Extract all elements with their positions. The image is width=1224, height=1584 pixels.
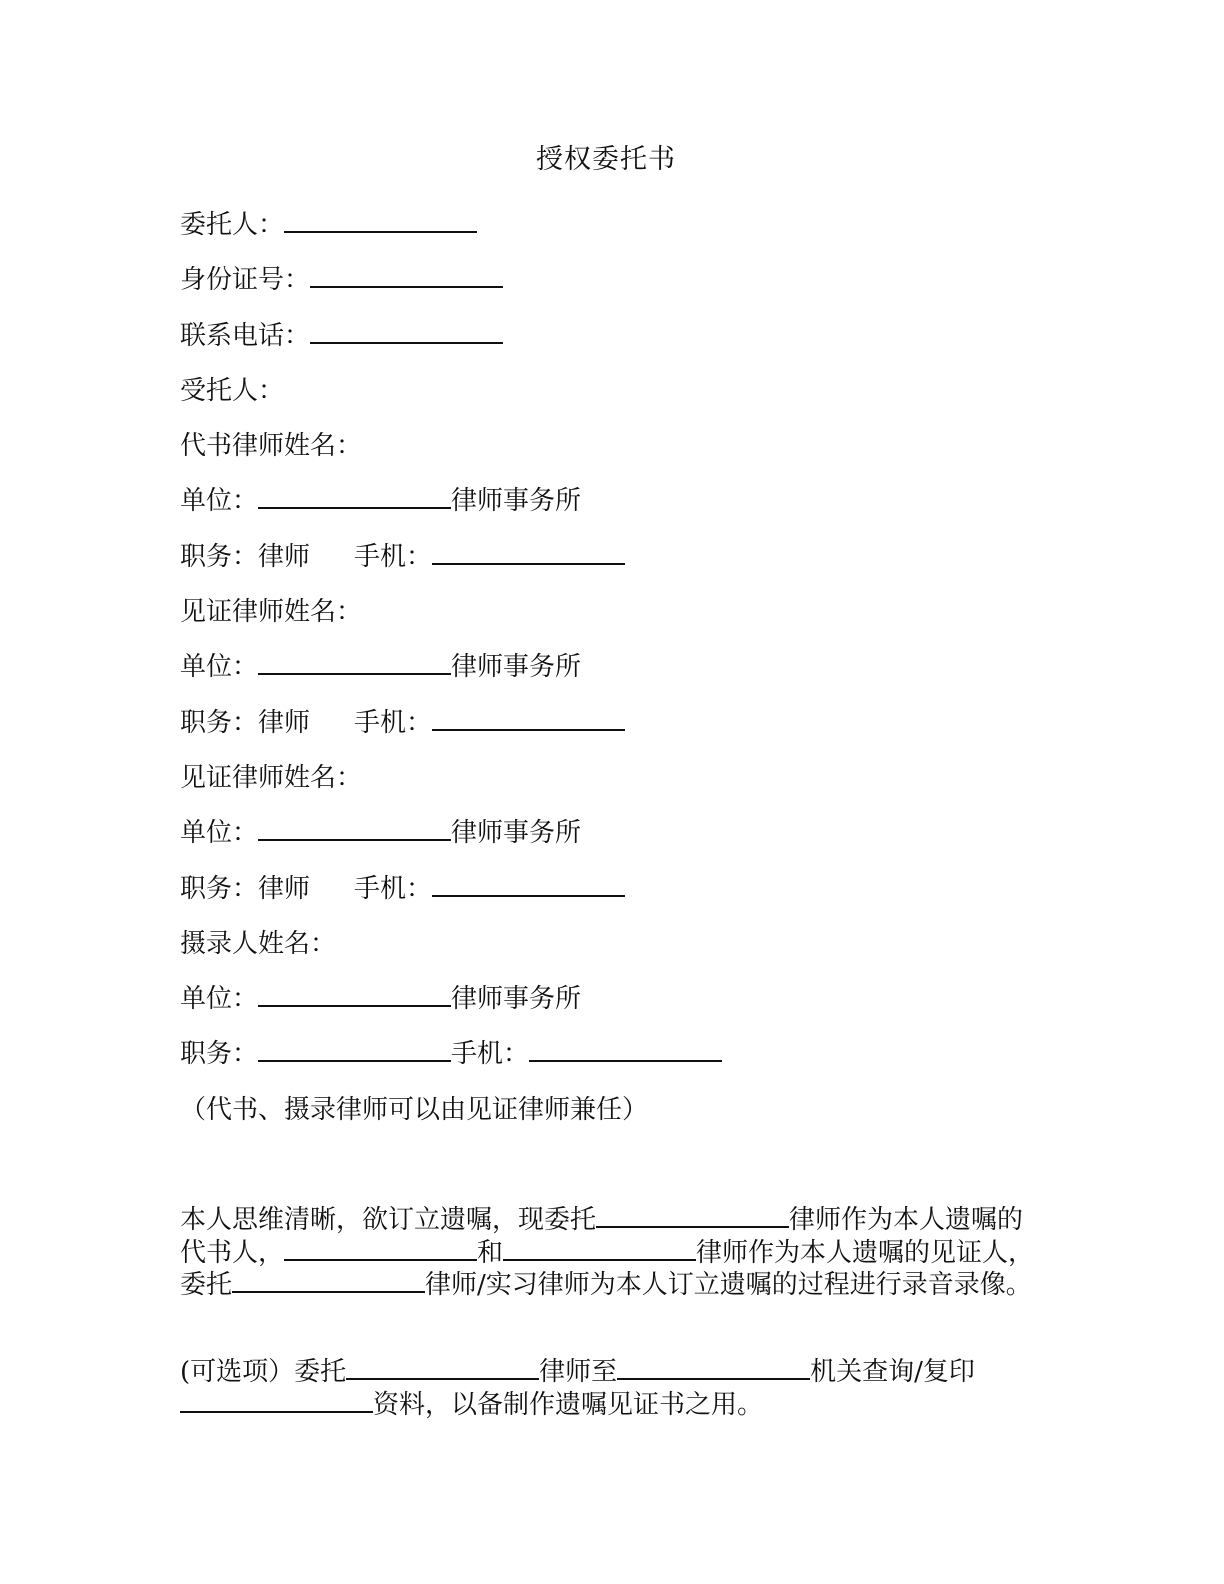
witness-2-name-blank[interactable] [503,1237,696,1261]
witness-lawyer-1-unit-line [180,647,1060,702]
para2-text-3: 机关查询/复印 [810,1357,975,1387]
mobile-label: 手机： [451,1039,530,1070]
para1-text-3: 和 [477,1237,504,1268]
form-fields [180,205,1060,1145]
recorder-unit-blank[interactable] [258,981,451,1007]
drafting-lawyer-unit-blank[interactable] [258,483,451,509]
law-firm-label: 律师事务所 [451,818,582,849]
witness-lawyer-name-label: 见证律师姓名： [180,597,363,628]
para1-text-2: 律师作为本人遗嘱的代书人， [180,1205,1024,1268]
witness-1-name-blank[interactable] [284,1237,477,1261]
witness-lawyer-1-mobile-blank[interactable] [432,705,625,731]
note-line [180,1090,1060,1145]
witness-lawyer-1-unit-blank[interactable] [258,649,451,675]
mobile-label: 手机： [354,873,433,904]
lawyer-value: 律师 [258,873,311,904]
drafting-lawyer-mobile-blank[interactable] [432,539,625,565]
position-label: 职务： [180,873,259,904]
recorder-name-line [180,924,1060,979]
principal-line [180,205,1060,260]
phone-line [180,316,1060,371]
para2-text-2: 律师至 [539,1357,618,1387]
para2-text-1: (可选项）委托 [180,1357,347,1387]
phone-label: 联系电话： [180,320,311,351]
agency-blank[interactable] [617,1356,810,1380]
witness-lawyer-2-unit-blank[interactable] [258,815,451,841]
agent-line [180,371,1060,426]
principal-label: 委托人： [180,210,285,240]
id-number-blank[interactable] [310,262,503,288]
document-title: 授权委托书 [536,144,676,175]
id-number-line [180,260,1060,315]
materials-blank[interactable] [180,1389,373,1413]
recorder-name-blank[interactable] [232,1269,425,1293]
witness-lawyer-2-mobile-blank[interactable] [432,871,625,897]
drafting-lawyer-unit-line [180,481,1060,536]
lawyer-value: 律师 [258,707,311,738]
position-label: 职务： [180,541,259,572]
unit-label: 单位： [180,486,259,517]
drafting-lawyer-position-line [180,537,1060,592]
recorder-unit-line [180,979,1060,1034]
witness-lawyer-2-name-line [180,758,1060,813]
lawyer-value: 律师 [258,541,311,572]
drafter-name-blank[interactable] [596,1204,789,1228]
principal-blank[interactable] [284,207,477,233]
law-firm-label: 律师事务所 [451,652,582,683]
witness-lawyer-name-label: 见证律师姓名： [180,762,363,793]
authorization-paragraph [180,1204,1040,1302]
drafting-lawyer-name-label: 代书律师姓名： [180,431,363,462]
optional-paragraph [180,1356,1040,1421]
witness-lawyer-2-position-line [180,869,1060,924]
law-firm-label: 律师事务所 [451,486,582,517]
witness-lawyer-1-position-line [180,703,1060,758]
position-label: 职务： [180,1039,259,1070]
para2-text-4: 资料，以备制作遗嘱见证书之用。 [373,1389,764,1420]
drafting-lawyer-name-line [180,426,1060,481]
unit-label: 单位： [180,652,259,683]
para1-text-5: 律师/实习律师为本人订立遗嘱的过程进行录音录像。 [425,1270,1032,1300]
unit-label: 单位： [180,984,259,1015]
phone-blank[interactable] [310,318,503,344]
id-number-label: 身份证号： [180,265,311,296]
recorder-mobile-blank[interactable] [529,1036,722,1062]
recorder-position-line [180,1034,1060,1089]
recorder-position-blank[interactable] [258,1036,451,1062]
position-label: 职务： [180,707,259,738]
mobile-label: 手机： [354,707,433,738]
agent-label: 受托人： [180,375,285,406]
para1-text-4: 律师作为本人遗嘱的见证人，委托 [180,1237,1035,1300]
witness-lawyer-1-name-line [180,592,1060,647]
query-lawyer-blank[interactable] [346,1356,539,1380]
mobile-label: 手机： [354,541,433,572]
law-firm-label: 律师事务所 [451,984,582,1015]
unit-label: 单位： [180,818,259,849]
para1-text-1: 本人思维清晰，欲订立遗嘱，现委托 [180,1205,597,1235]
recorder-name-label: 摄录人姓名： [180,928,337,959]
note-text: （代书、摄录律师可以由见证律师兼任） [180,1094,649,1125]
witness-lawyer-2-unit-line [180,813,1060,868]
